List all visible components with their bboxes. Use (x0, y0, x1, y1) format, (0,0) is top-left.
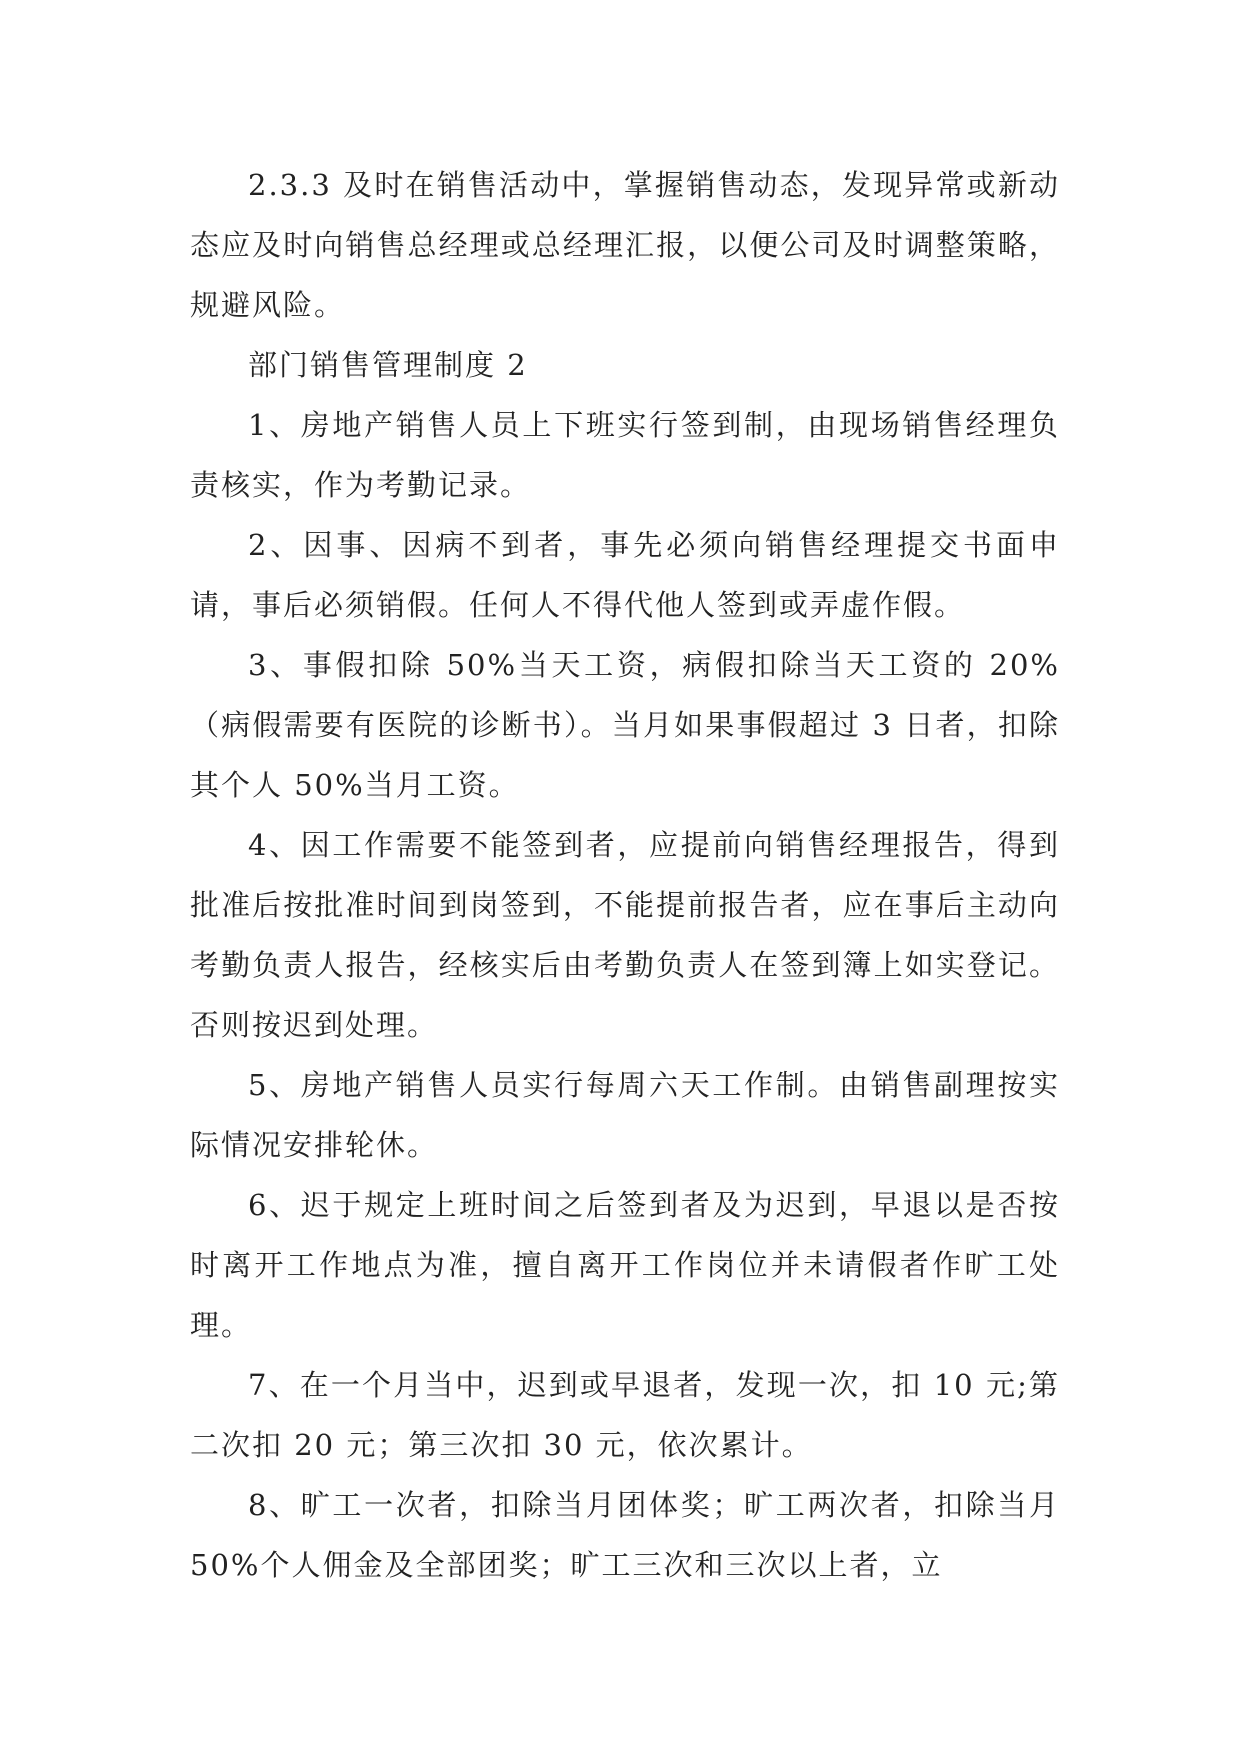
paragraph-rule-1: 1、房地产销售人员上下班实行签到制，由现场销售经理负责核实，作为考勤记录。 (190, 408, 1060, 502)
paragraph-rule-8: 8、旷工一次者，扣除当月团体奖；旷工两次者，扣除当月 50%个人佣金及全部团奖；旷工三次和三次以上者，立 (190, 1488, 1060, 1582)
paragraph-rule-2: 2、因事、因病不到者，事先必须向销售经理提交书面申请，事后必须销假。任何人不得代他人签到或弄虚作假。 (190, 528, 1060, 622)
document-body (190, 155, 1060, 1595)
paragraph-rule-6: 6、迟于规定上班时间之后签到者及为迟到，早退以是否按时离开工作地点为准，擅自离开工作岗位并未请假者作旷工处理。 (190, 1188, 1060, 1342)
paragraph-rule-3: 3、事假扣除 50%当天工资，病假扣除当天工资的 20%（病假需要有医院的诊断书）。当月如果事假超过 3 日者，扣除其个人 50%当月工资。 (190, 648, 1060, 802)
paragraph-rule-4: 4、因工作需要不能签到者，应提前向销售经理报告，得到批准后按批准时间到岗签到，不能提前报告者，应在事后主动向考勤负责人报告，经核实后由考勤负责人在签到簿上如实登记。否则按迟到处理。 (190, 828, 1060, 1042)
paragraph-rule-7: 7、在一个月当中，迟到或早退者，发现一次，扣 10 元;第二次扣 20 元；第三次扣 30 元，依次累计。 (190, 1368, 1060, 1462)
paragraph-2-3-3: 2.3.3 及时在销售活动中，掌握销售动态，发现异常或新动态应及时向销售总经理或总经理汇报，以便公司及时调整策略，规避风险。 (190, 168, 1060, 322)
section-heading: 部门销售管理制度 2 (248, 348, 528, 382)
paragraph-rule-5: 5、房地产销售人员实行每周六天工作制。由销售副理按实际情况安排轮休。 (190, 1068, 1060, 1162)
